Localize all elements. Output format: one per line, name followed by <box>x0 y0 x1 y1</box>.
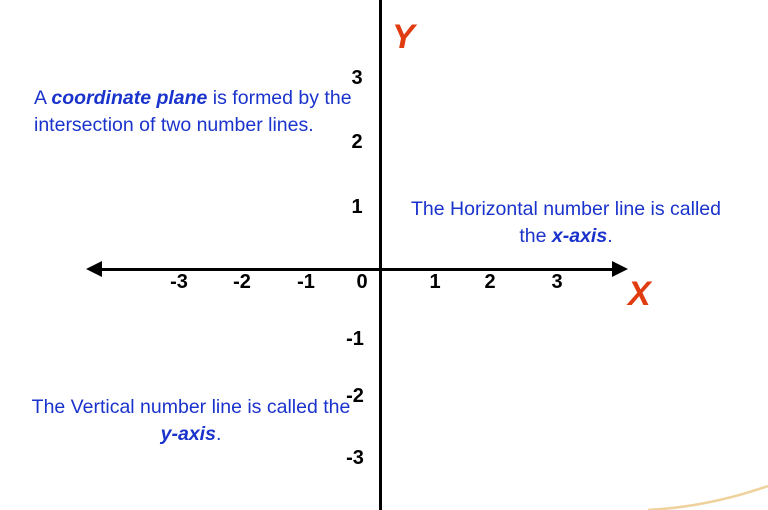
x-axis-letter: X <box>628 275 651 313</box>
x-tick-label-minus3: -3 <box>170 271 188 293</box>
y-axis-note-part1: The Vertical number line is called the <box>31 396 351 418</box>
x-axis-note-part1: The Horizontal number line is called the <box>411 198 721 247</box>
coordinate-plane-note-emphasis: coordinate plane <box>51 87 208 109</box>
x-tick-label-3: 3 <box>551 271 563 293</box>
x-tick-label-zero: 0 <box>356 271 368 293</box>
x-axis-note-part2: . <box>607 225 613 247</box>
x-tick-label-1: 1 <box>429 271 441 293</box>
y-tick-label-1: 1 <box>351 196 363 218</box>
y-axis-note-emphasis: y-axis <box>160 423 216 445</box>
x-tick-label-minus2: -2 <box>233 271 251 293</box>
y-axis-note-part2: . <box>215 423 222 445</box>
y-tick-label-3: 3 <box>351 67 363 89</box>
x-tick-label-minus1: -1 <box>297 271 315 293</box>
x-axis-left-arrow-icon <box>86 261 102 277</box>
y-tick-label-minus1: -1 <box>346 328 364 350</box>
y-tick-label-minus3: -3 <box>346 447 364 469</box>
y-axis-line <box>379 0 382 510</box>
x-axis-right-arrow-icon <box>612 261 628 277</box>
y-axis-letter: Y <box>392 18 415 56</box>
coordinate-plane-note <box>34 85 354 139</box>
x-axis-note <box>406 196 726 250</box>
x-tick-label-2: 2 <box>484 271 496 293</box>
y-axis-note <box>26 394 356 448</box>
coordinate-plane-note-part2: is formed by the intersection of two number lines. <box>34 87 352 136</box>
y-tick-label-2: 2 <box>351 131 363 153</box>
y-tick-label-minus2: -2 <box>346 385 364 407</box>
x-axis-note-emphasis: x-axis <box>551 225 608 247</box>
coordinate-plane-note-part1: A <box>34 87 52 109</box>
corner-swoosh-decoration <box>648 484 768 510</box>
